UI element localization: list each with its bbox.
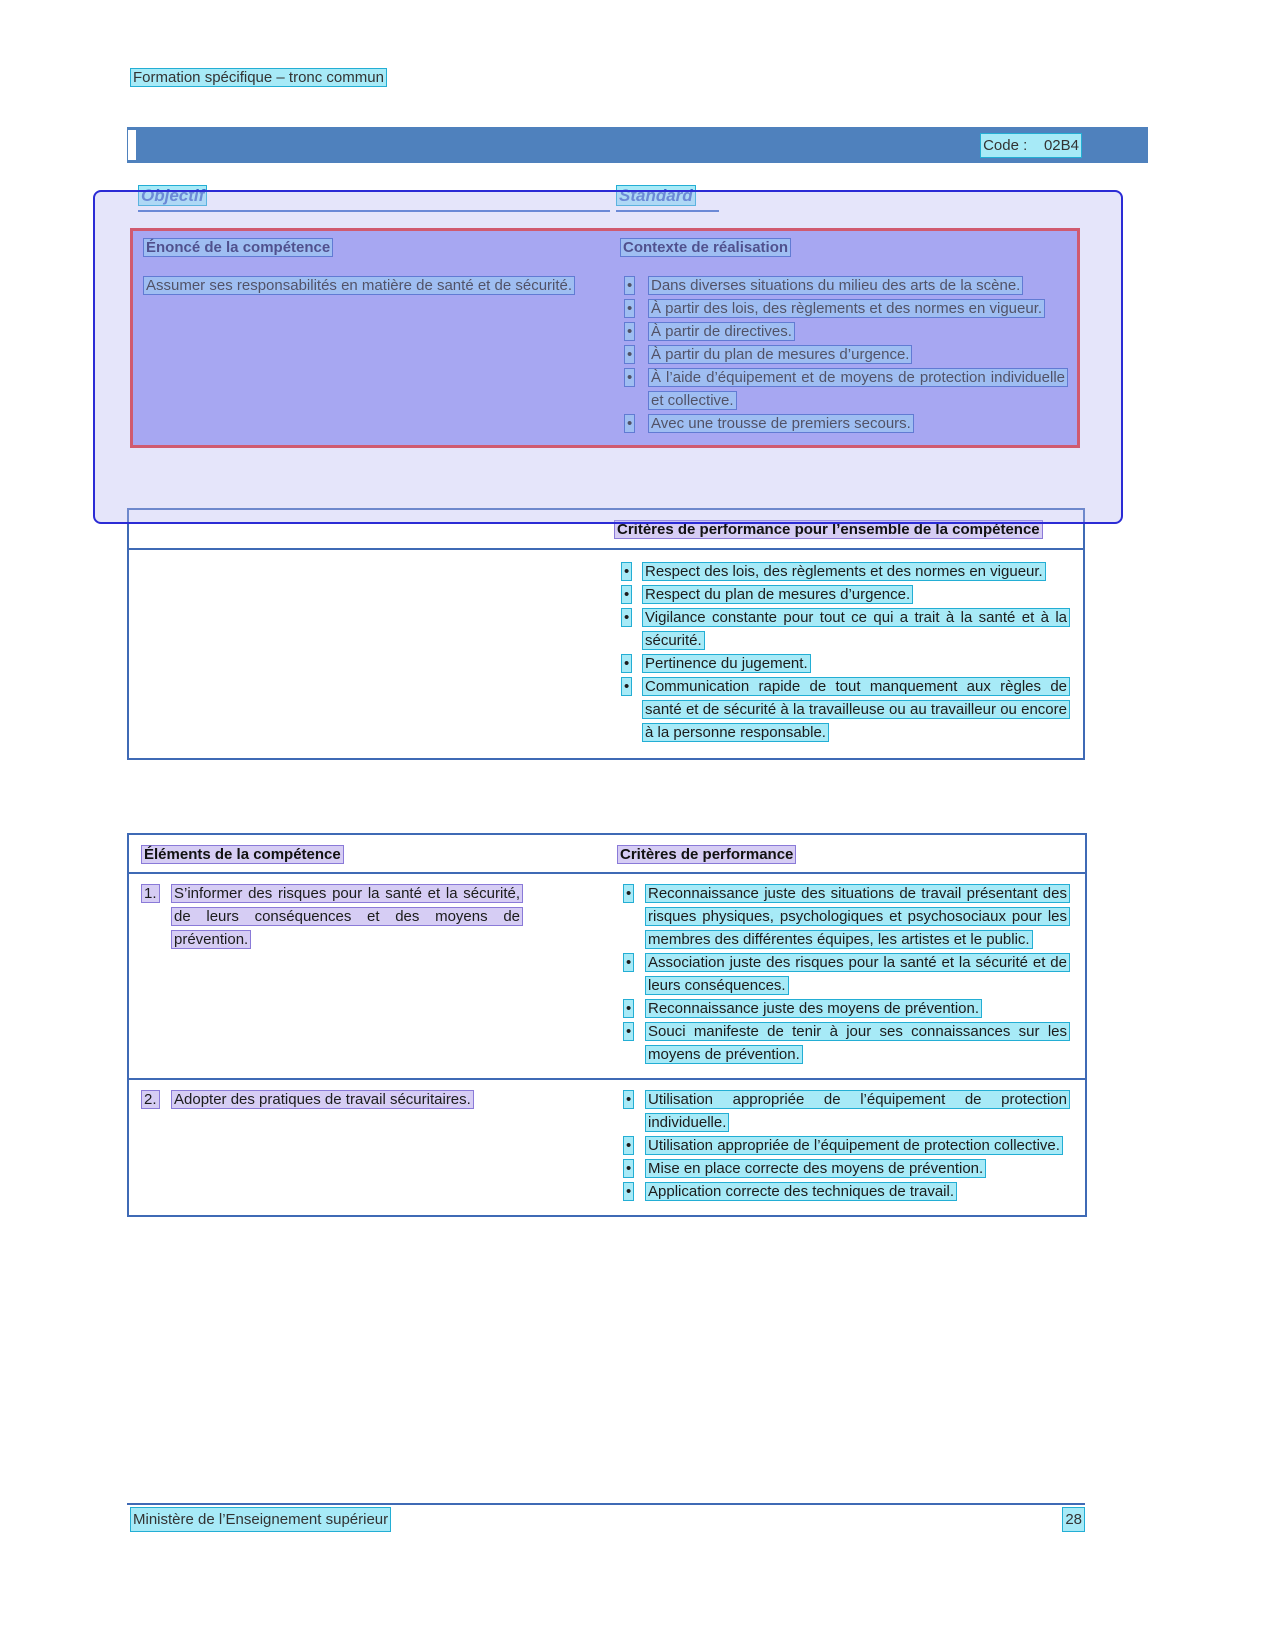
criteres-ensemble-bullets-cell [614,560,1092,744]
element-2-number: 2. [141,1088,171,1111]
bullet-icon: • [617,997,645,1020]
contexte-bullet: • À partir des lois, des règlements et des normes en vigueur. [620,297,1077,320]
elements-header-cell [129,843,617,866]
critere-bullet: • Souci manifeste de tenir à jour ses connaissances sur les moyens de prévention. [617,1020,1085,1066]
bullet-icon: • [617,1020,645,1066]
element-1-cell [129,882,617,1066]
contexte-bullet: • Avec une trousse de premiers secours. [620,412,1077,435]
critere-bullet: • Application correcte des techniques de travail. [617,1180,1085,1203]
criteres-ensemble-table [127,508,1085,760]
standard-underline [616,210,719,212]
bullet-icon: • [617,951,645,997]
criteres-ensemble-empty-cell [129,518,614,541]
elements-competence-table [127,833,1087,1217]
enonce-competence-table [130,228,1080,448]
enonce-header-cell [133,236,613,259]
bullet-icon: • [617,882,645,951]
contexte-header-cell [613,236,1077,259]
bullet-icon: • [620,366,648,412]
element-1-text: S’informer des risques pour la santé et la sécurité, de leurs conséquences et des moyens de prévention. [171,884,523,949]
bullet-icon: • [620,297,648,320]
bullet-icon: • [617,1088,645,1134]
bullet-icon: • [620,343,648,366]
bullet-icon: • [614,652,642,675]
competence-statement-cell [133,274,613,435]
bullet-icon: • [617,1180,645,1203]
critere-bullet: • Association juste des risques pour la santé et la sécurité et de leurs conséquences. [617,951,1085,997]
title-bar-notch [128,130,136,160]
standard-heading [616,184,696,208]
criteres-header-cell [617,843,1085,866]
contexte-header: Contexte de réalisation [620,238,791,257]
critere-bullet: • Vigilance constante pour tout ce qui a trait à la santé et à la sécurité. [614,606,1070,652]
bullet-icon: • [614,606,642,652]
bullet-icon: • [620,274,648,297]
contexte-bullet: • À partir de directives. [620,320,1077,343]
criteres-ensemble-header: Critères de performance pour l’ensemble de la compétence [614,520,1043,539]
doc-section-label-text: Formation spécifique – tronc commun [130,68,387,87]
standard-heading-text: Standard [616,185,696,206]
element-row-2 [129,1080,1085,1215]
element-2-text: Adopter des pratiques de travail sécuritaires. [171,1090,474,1109]
bullet-icon: • [620,320,648,343]
doc-section-label [130,66,387,89]
code-label: Code : 02B4 [980,133,1082,158]
critere-bullet: • Pertinence du jugement. [614,652,1070,675]
bullet-icon: • [617,1157,645,1180]
footer-ministry-label: Ministère de l’Enseignement supérieur [130,1507,391,1532]
critere-bullet: • Respect du plan de mesures d’urgence. [614,583,1070,606]
element-1-number: 1. [141,882,171,951]
bullet-icon: • [620,412,648,435]
critere-bullet: • Utilisation appropriée de l’équipement de protection collective. [617,1134,1085,1157]
contexte-bullets-cell [613,274,1077,435]
competence-statement: Assumer ses responsabilités en matière de santé et de sécurité. [143,276,575,295]
elements-header: Éléments de la compétence [141,845,344,864]
critere-bullet: • Mise en place correcte des moyens de prévention. [617,1157,1085,1180]
footer-rule [127,1503,1085,1505]
objectif-heading [138,184,207,208]
contexte-bullet: • À partir du plan de mesures d’urgence. [620,343,1077,366]
element-row-1 [129,874,1085,1080]
enonce-header: Énoncé de la compétence [143,238,333,257]
objectif-underline [138,210,610,212]
criteres-ensemble-header-cell [614,518,1083,541]
critere-bullet: • Reconnaissance juste des moyens de prévention. [617,997,1085,1020]
footer [130,1507,1085,1532]
element-2-cell [129,1088,617,1203]
critere-bullet: • Utilisation appropriée de l’équipement de protection individuelle. [617,1088,1085,1134]
critere-bullet: • Reconnaissance juste des situations de travail présentant des risques physiques, psychologiques et psychosociaux pour les membres des différentes équipes, les artistes et le public. [617,882,1085,951]
element-1-criteria-cell [617,882,1085,1066]
criteres-header: Critères de performance [617,845,796,864]
bullet-icon: • [614,583,642,606]
bullet-icon: • [617,1134,645,1157]
critere-bullet: • Communication rapide de tout manquement aux règles de santé et de sécurité à la travailleuse ou au travailleur ou encore à la personne responsable. [614,675,1070,744]
competence-title-bar [127,127,1148,163]
critere-bullet: • Respect des lois, des règlements et des normes en vigueur. [614,560,1070,583]
contexte-bullet: • À l’aide d’équipement et de moyens de protection individuelle et collective. [620,366,1077,412]
bullet-icon: • [614,675,642,744]
objectif-heading-text: Objectif [138,185,207,206]
contexte-bullet: • Dans diverses situations du milieu des arts de la scène. [620,274,1077,297]
page-number: 28 [1062,1507,1085,1532]
criteres-ensemble-left-cell [129,560,614,744]
element-2-criteria-cell [617,1088,1085,1203]
bullet-icon: • [614,560,642,583]
